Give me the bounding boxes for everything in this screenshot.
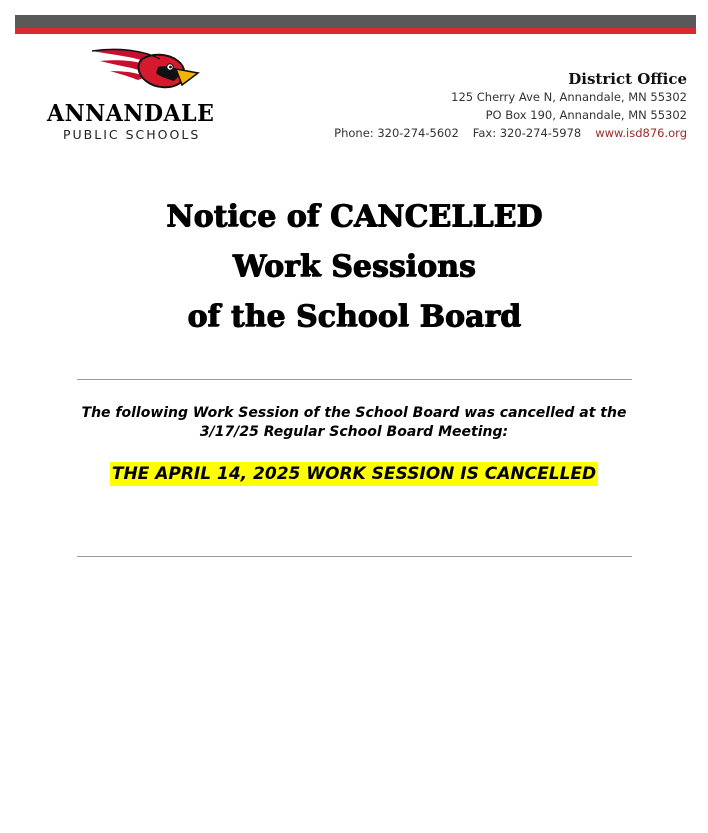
logo-name: ANNANDALE [47, 100, 215, 128]
cancel-highlight-text: THE APRIL 14, 2025 WORK SESSION IS CANCELLED [111, 464, 597, 484]
office-address-line2: PO Box 190, Annandale, MN 55302 [485, 108, 687, 122]
title-line-1: Notice of CANCELLED [165, 199, 543, 234]
logo-subtitle: PUBLIC SCHOOLS [63, 127, 201, 142]
divider-bottom [77, 556, 632, 557]
office-website-link[interactable]: www.isd876.org [595, 126, 687, 140]
divider-top [77, 379, 632, 380]
notice-text: The following Work Session of the School Board was cancelled at the 3/17/25 Regular School Board Meeting: [81, 405, 627, 440]
header-band-dark [15, 15, 696, 28]
title-line-2: Work Sessions [232, 249, 476, 284]
district-office-block [334, 70, 687, 142]
page-title [0, 192, 708, 342]
cardinal-logo-icon [90, 45, 200, 101]
office-fax: Fax: 320-274-5978 [472, 126, 582, 140]
office-address-line1: 125 Cherry Ave N, Annandale, MN 55302 [451, 90, 687, 104]
office-contact-line [334, 124, 687, 142]
header-band-red [15, 28, 696, 34]
cancel-notice [0, 462, 708, 486]
office-title: District Office [568, 70, 687, 88]
title-line-3: of the School Board [187, 299, 521, 334]
office-phone: Phone: 320-274-5602 [334, 126, 459, 140]
